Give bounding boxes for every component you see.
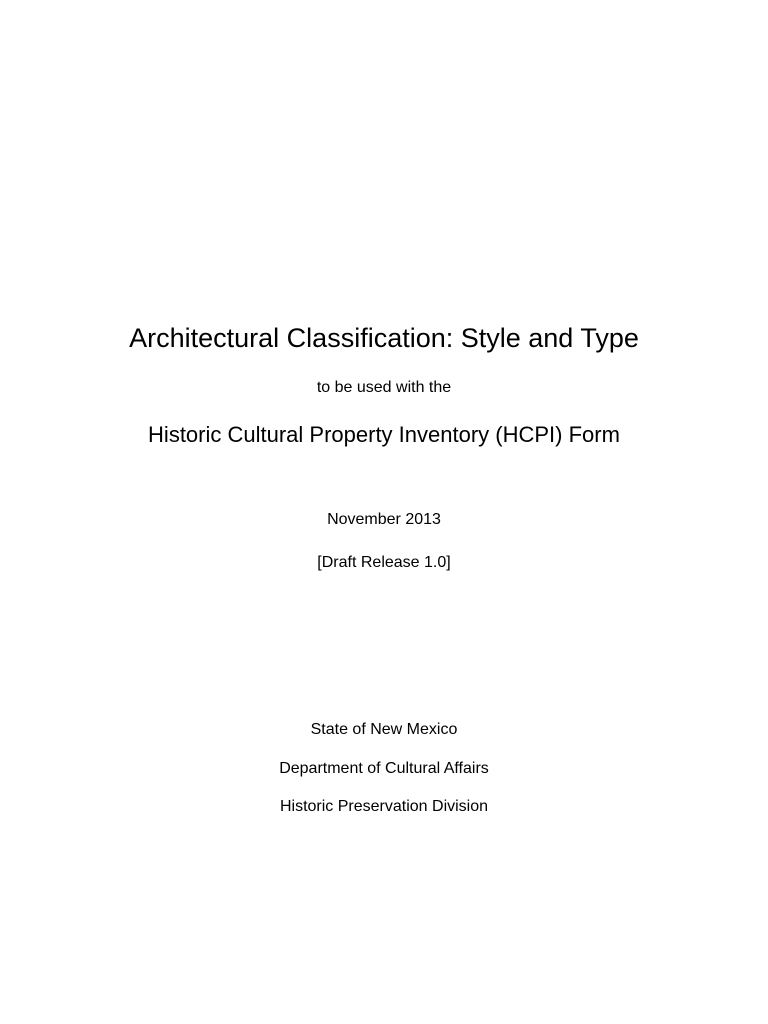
issuer-division: Historic Preservation Division	[279, 798, 489, 815]
form-name: Historic Cultural Property Inventory (HCPI) Form	[148, 422, 620, 447]
issuer-department: Department of Cultural Affairs	[279, 760, 489, 777]
release-label: [Draft Release 1.0]	[317, 554, 451, 571]
issuer-state: State of New Mexico	[310, 721, 458, 738]
subtitle-intro: to be used with the	[316, 379, 452, 396]
publication-date: November 2013	[327, 511, 441, 528]
document-title: Architectural Classification: Style and Type	[129, 323, 639, 353]
